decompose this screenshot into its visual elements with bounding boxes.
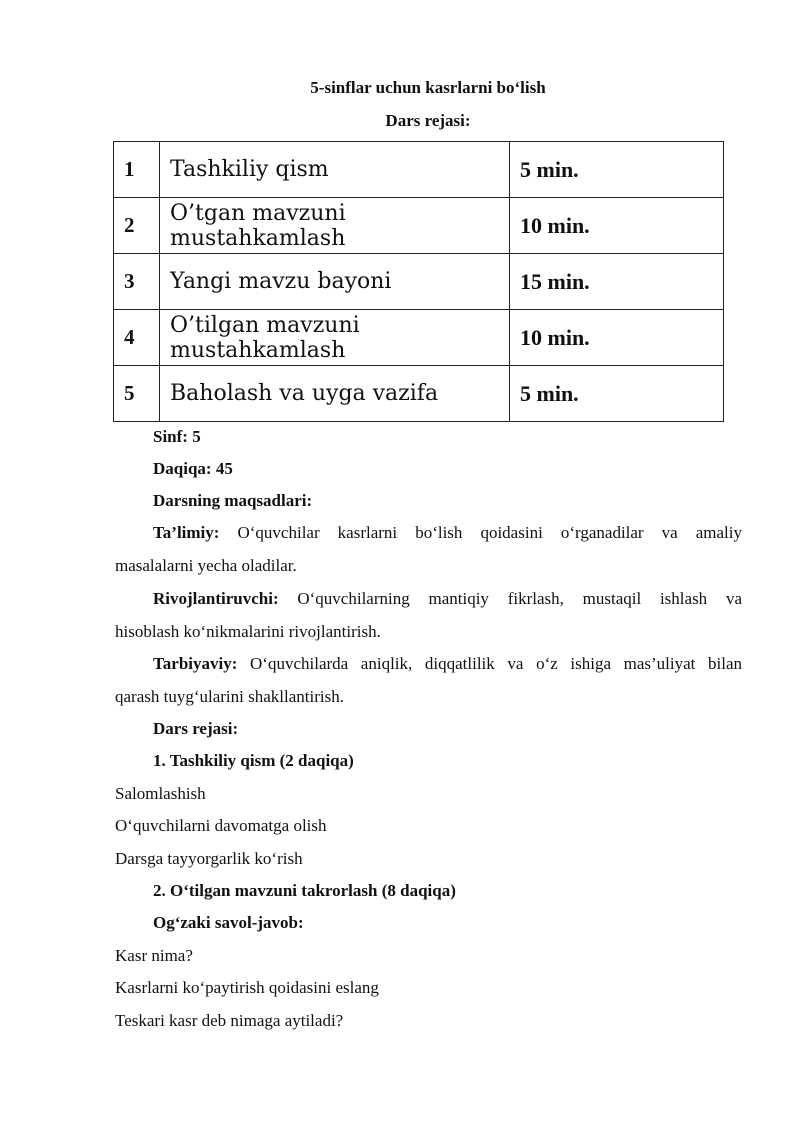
list-item: Kasr nima? (115, 946, 193, 965)
row-step: Baholash va uyga vazifa (160, 366, 510, 422)
section1-heading (153, 744, 354, 777)
row-step: Yangi mavzu bayoni (160, 254, 510, 310)
row-step: Tashkiliy qism (160, 142, 510, 198)
goal-text-cont: masalalarni yecha oladilar. (115, 556, 297, 575)
goals-heading (153, 484, 312, 517)
class-info (153, 420, 201, 453)
row-step: O’tgan mavzuni mustahkamlash (160, 198, 510, 254)
goal-text-cont: qarash tuyg‘ularini shakllantirish. (115, 687, 344, 706)
row-time: 10 min. (510, 198, 724, 254)
list-item: Salomlashish (115, 784, 206, 803)
row-time: 15 min. (510, 254, 724, 310)
section2-subheading-text: Og‘zaki savol-javob: (153, 913, 304, 932)
class-info-text: Sinf: 5 (153, 427, 201, 446)
document-subtitle: Dars rejasi: (385, 111, 471, 130)
goal-developmental (115, 582, 742, 648)
section1-heading-text: 1. Tashkiliy qism (2 daqiqa) (153, 751, 354, 770)
duration-info-text: Daqiqa: 45 (153, 459, 233, 478)
goal-label: Ta’limiy: (153, 523, 220, 542)
row-number: 2 (114, 198, 160, 254)
goal-educational (115, 516, 742, 582)
lesson-plan-table (113, 141, 724, 422)
row-step: O’tilgan mavzuni mustahkamlash (160, 310, 510, 366)
goal-upbringing (115, 647, 742, 713)
goal-label: Tarbiyaviy: (153, 654, 238, 673)
plan-heading (153, 712, 238, 745)
table-row (114, 366, 724, 422)
row-number: 4 (114, 310, 160, 366)
table-row (114, 142, 724, 198)
row-time: 5 min. (510, 366, 724, 422)
list-item: Teskari kasr deb nimaga aytiladi? (115, 1011, 344, 1030)
table-row (114, 198, 724, 254)
list-item: Darsga tayyorgarlik ko‘rish (115, 849, 303, 868)
goal-text-cont: hisoblash ko‘nikmalarini rivojlantirish. (115, 622, 381, 641)
row-time: 5 min. (510, 142, 724, 198)
table-row (114, 310, 724, 366)
plan-heading-text: Dars rejasi: (153, 719, 239, 738)
goals-heading-text: Darsning maqsadlari: (153, 491, 313, 510)
goal-text: O‘quvchilar kasrlarni bo‘lish qoidasini o‘rganadilar va amaliy (219, 523, 742, 542)
document-title: 5-sinflar uchun kasrlarni bo‘lish (310, 78, 546, 97)
section2-subheading (153, 906, 304, 939)
row-number: 3 (114, 254, 160, 310)
row-number: 5 (114, 366, 160, 422)
goal-text: O‘quvchilarda aniqlik, diqqatlilik va o‘z ishiga mas’uliyat bilan (237, 654, 742, 673)
list-item: O‘quvchilarni davomatga olish (115, 816, 327, 835)
table-row (114, 254, 724, 310)
list-item: Kasrlarni ko‘paytirish qoidasini eslang (115, 978, 379, 997)
section2-heading (153, 874, 456, 907)
row-number: 1 (114, 142, 160, 198)
section2-heading-text: 2. O‘tilgan mavzuni takrorlash (8 daqiqa) (153, 881, 456, 900)
row-time: 10 min. (510, 310, 724, 366)
duration-info (153, 452, 233, 485)
goal-text: O‘quvchilarning mantiqiy fikrlash, mustaqil ishlash va (278, 589, 742, 608)
goal-label: Rivojlantiruvchi: (153, 589, 279, 608)
